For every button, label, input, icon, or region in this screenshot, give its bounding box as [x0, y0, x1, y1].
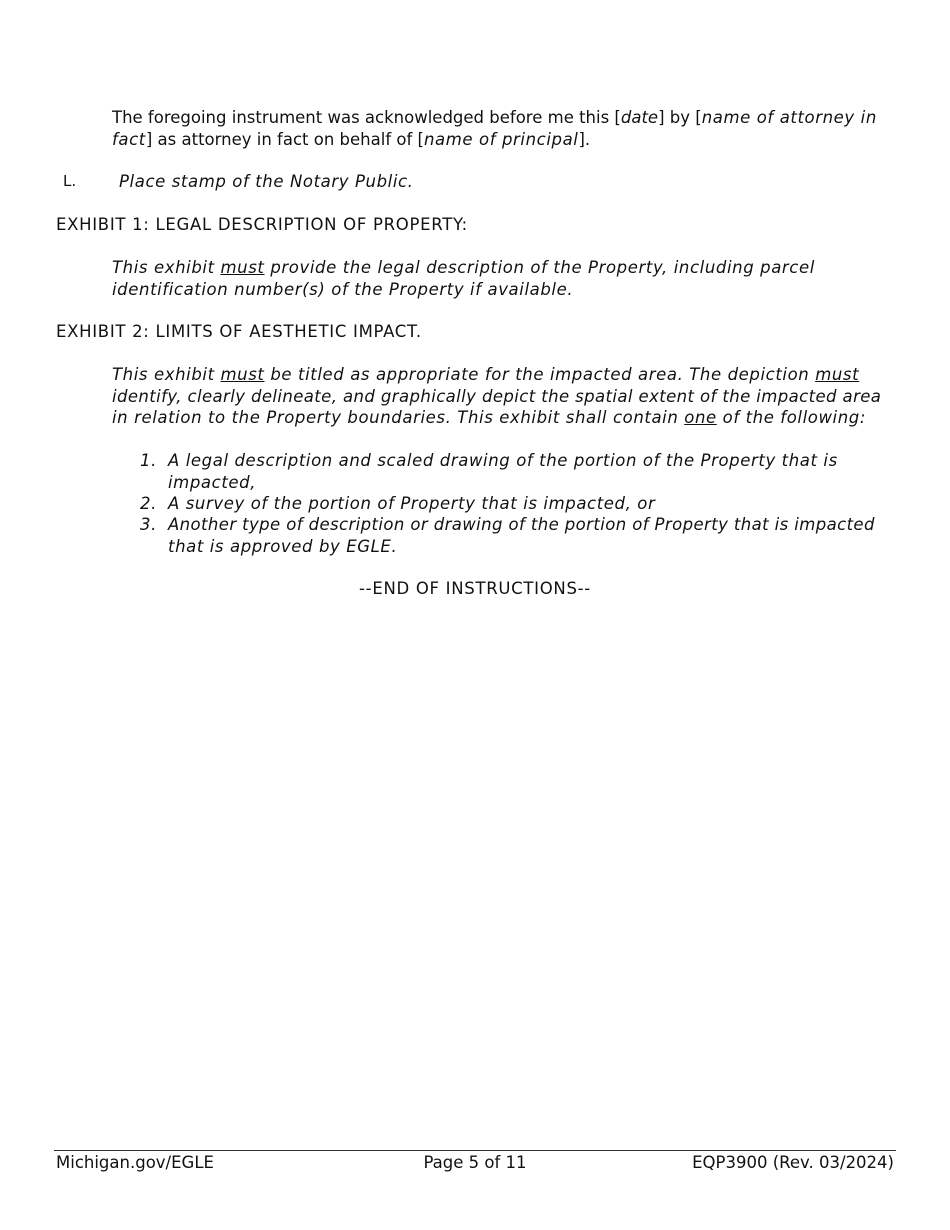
- exhibit-1-text-2: provide the legal description of the Property, including parcel: [264, 258, 815, 277]
- footer-page-number: Page 5 of 11: [423, 1153, 527, 1172]
- exhibit-2-text-1a: This exhibit: [112, 365, 221, 384]
- ack-text-4: ].: [578, 129, 591, 149]
- item-l-marker: L.: [63, 172, 77, 190]
- ack-text-2: ] by [: [658, 108, 702, 127]
- exhibit-2-text-1b: be titled as appropriate for the impacted area. The depiction: [264, 365, 816, 384]
- exhibit-1-text-1: This exhibit: [112, 258, 221, 277]
- list-item-line-1: A legal description and scaled drawing of the portion of the Property that is: [168, 451, 838, 470]
- ack-text-1: The foregoing instrument was acknowledged before me this [: [112, 108, 621, 127]
- list-item-line-1: Another type of description or drawing of the portion of Property that is impacted: [168, 515, 875, 534]
- exhibit-2-text-3a: in relation to the Property boundaries. This exhibit shall contain: [112, 408, 685, 427]
- ack-date: date: [620, 108, 659, 127]
- footer-left: Michigan.gov/EGLE: [56, 1153, 214, 1172]
- item-l-text: Place stamp of the Notary Public.: [119, 172, 414, 191]
- exhibit-2-paragraph: [112, 364, 902, 429]
- ack-attorney-line2: fact: [112, 129, 146, 149]
- list-item-line-1: A survey of the portion of Property that is impacted, or: [168, 494, 656, 513]
- list-item-number: 2.: [140, 494, 157, 513]
- ack-text-3: ] as attorney in fact on behalf of [: [145, 129, 424, 149]
- exhibit-2-must-2: must: [815, 365, 860, 384]
- end-of-instructions: --END OF INSTRUCTIONS--: [359, 579, 591, 598]
- exhibit-1-line-2: identification number(s) of the Property if available.: [112, 279, 574, 299]
- footer-form-number: EQP3900 (Rev. 03/2024): [692, 1153, 894, 1172]
- exhibit-1-must: must: [220, 258, 265, 277]
- acknowledgment-paragraph: [112, 107, 892, 150]
- exhibit-1-paragraph: [112, 257, 892, 300]
- exhibit-2-heading: EXHIBIT 2: LIMITS OF AESTHETIC IMPACT.: [56, 322, 422, 341]
- list-item-number: 3.: [140, 515, 157, 534]
- list-item-number: 1.: [140, 451, 157, 470]
- footer-divider: [54, 1150, 896, 1151]
- exhibit-1-heading: EXHIBIT 1: LEGAL DESCRIPTION OF PROPERTY:: [56, 215, 468, 234]
- exhibit-2-text-3b: of the following:: [716, 408, 867, 427]
- exhibit-2-must-1: must: [220, 365, 265, 384]
- list-item-line-2: that is approved by EGLE.: [168, 536, 398, 556]
- list-item-line-2: impacted,: [168, 472, 257, 492]
- ack-attorney-line1: name of attorney in: [701, 108, 877, 127]
- exhibit-2-one: one: [684, 408, 717, 427]
- ack-principal: name of principal: [423, 129, 579, 149]
- exhibit-2-line-2: identify, clearly delineate, and graphically depict the spatial extent of the impacted area: [112, 386, 882, 406]
